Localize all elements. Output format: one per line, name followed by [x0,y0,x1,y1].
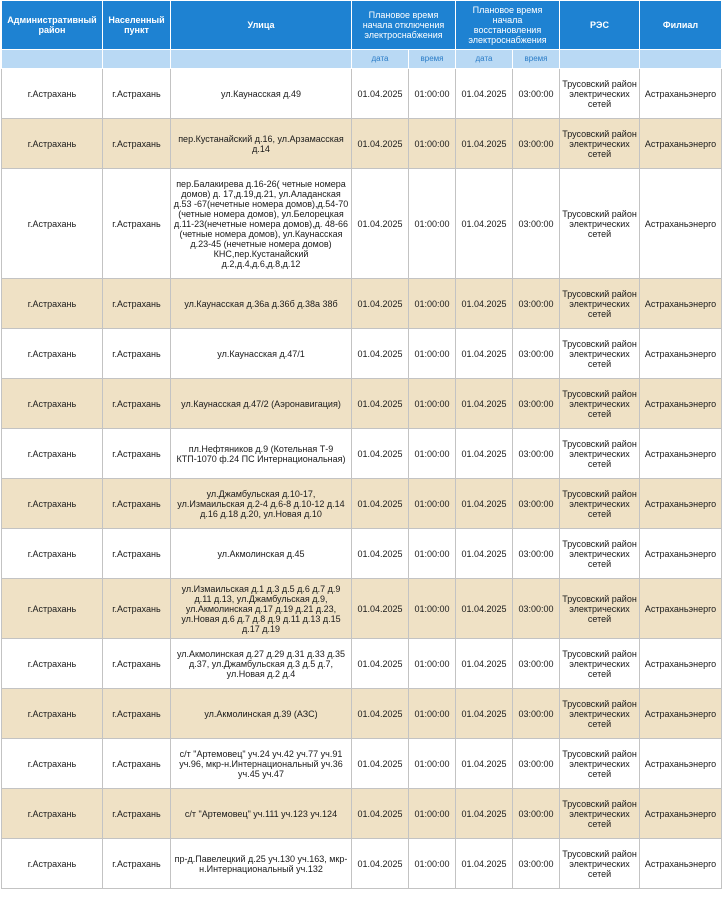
cell-off-date: 01.04.2025 [352,329,409,379]
cell-off-date: 01.04.2025 [352,689,409,739]
subheader-empty [560,50,640,69]
cell-locality: г.Астрахань [103,329,171,379]
header-off-time: Плановое время начала отключения электроснабжения [352,1,456,50]
cell-off-time: 01:00:00 [409,329,456,379]
cell-off-time: 01:00:00 [409,529,456,579]
cell-district: г.Астрахань [2,739,103,789]
subheader-empty [103,50,171,69]
cell-off-date: 01.04.2025 [352,639,409,689]
cell-off-time: 01:00:00 [409,169,456,279]
cell-district: г.Астрахань [2,789,103,839]
cell-off-time: 01:00:00 [409,739,456,789]
cell-on-date: 01.04.2025 [456,69,513,119]
cell-on-time: 03:00:00 [513,639,560,689]
cell-res: Трусовский район электрических сетей [560,169,640,279]
cell-on-date: 01.04.2025 [456,789,513,839]
cell-branch: Астраханьэнерго [640,169,722,279]
cell-branch: Астраханьэнерго [640,279,722,329]
cell-locality: г.Астрахань [103,69,171,119]
cell-res: Трусовский район электрических сетей [560,69,640,119]
cell-branch: Астраханьэнерго [640,639,722,689]
cell-res: Трусовский район электрических сетей [560,579,640,639]
cell-off-time: 01:00:00 [409,379,456,429]
cell-street: пл.Нефтяников д.9 (Котельная Т-9 КТП-1070 ф.24 ПС Интернациональная) [171,429,352,479]
cell-on-time: 03:00:00 [513,329,560,379]
cell-street: пр-д.Павелецкий д.25 уч.130 уч.163, мкр-н.Интернациональный уч.132 [171,839,352,889]
table-row [2,789,722,839]
cell-locality: г.Астрахань [103,639,171,689]
cell-locality: г.Астрахань [103,279,171,329]
table-row [2,579,722,639]
cell-street: ул.Акмолинская д.27 д.29 д.31 д.33 д.35 д.37, ул.Джамбульская д.3 д.5 д.7, ул.Новая д.2 д.4 [171,639,352,689]
table-row [2,839,722,889]
header-street: Улица [171,1,352,50]
cell-district: г.Астрахань [2,379,103,429]
cell-on-time: 03:00:00 [513,529,560,579]
cell-locality: г.Астрахань [103,739,171,789]
cell-res: Трусовский район электрических сетей [560,119,640,169]
table-row [2,169,722,279]
cell-on-time: 03:00:00 [513,739,560,789]
cell-on-time: 03:00:00 [513,689,560,739]
header-branch: Филиал [640,1,722,50]
table-row [2,119,722,169]
cell-off-date: 01.04.2025 [352,529,409,579]
cell-res: Трусовский район электрических сетей [560,429,640,479]
table-header [2,1,722,69]
cell-street: с/т "Артемовец" уч.111 уч.123 уч.124 [171,789,352,839]
cell-on-time: 03:00:00 [513,119,560,169]
cell-locality: г.Астрахань [103,479,171,529]
cell-res: Трусовский район электрических сетей [560,529,640,579]
cell-on-date: 01.04.2025 [456,579,513,639]
header-on-time: Плановое время начала восстановления электроснабжения [456,1,560,50]
cell-locality: г.Астрахань [103,839,171,889]
header-row [2,1,722,50]
cell-locality: г.Астрахань [103,119,171,169]
cell-district: г.Астрахань [2,479,103,529]
cell-on-date: 01.04.2025 [456,839,513,889]
table-body [2,69,722,889]
cell-branch: Астраханьэнерго [640,429,722,479]
cell-branch: Астраханьэнерго [640,379,722,429]
subheader-row [2,50,722,69]
cell-on-date: 01.04.2025 [456,429,513,479]
cell-on-time: 03:00:00 [513,169,560,279]
cell-district: г.Астрахань [2,279,103,329]
subheader-on-time: время [513,50,560,69]
cell-district: г.Астрахань [2,169,103,279]
cell-branch: Астраханьэнерго [640,119,722,169]
cell-on-time: 03:00:00 [513,279,560,329]
cell-on-date: 01.04.2025 [456,529,513,579]
cell-branch: Астраханьэнерго [640,329,722,379]
cell-res: Трусовский район электрических сетей [560,279,640,329]
cell-res: Трусовский район электрических сетей [560,839,640,889]
cell-on-date: 01.04.2025 [456,689,513,739]
cell-off-time: 01:00:00 [409,689,456,739]
cell-on-date: 01.04.2025 [456,739,513,789]
cell-on-time: 03:00:00 [513,789,560,839]
subheader-off-time: время [409,50,456,69]
cell-res: Трусовский район электрических сетей [560,639,640,689]
cell-locality: г.Астрахань [103,789,171,839]
cell-street: ул.Джамбульская д.10-17, ул.Измаильская д.2-4 д.6-8 д.10-12 д.14 д.16 д.18 д.20, ул.Новая д.10 [171,479,352,529]
table-row [2,739,722,789]
table-row [2,279,722,329]
cell-off-date: 01.04.2025 [352,169,409,279]
cell-district: г.Астрахань [2,839,103,889]
cell-off-time: 01:00:00 [409,839,456,889]
cell-on-time: 03:00:00 [513,479,560,529]
cell-district: г.Астрахань [2,579,103,639]
subheader-on-date: дата [456,50,513,69]
cell-res: Трусовский район электрических сетей [560,479,640,529]
header-district: Административный район [2,1,103,50]
cell-branch: Астраханьэнерго [640,739,722,789]
cell-on-date: 01.04.2025 [456,279,513,329]
cell-on-date: 01.04.2025 [456,329,513,379]
cell-on-date: 01.04.2025 [456,169,513,279]
cell-res: Трусовский район электрических сетей [560,739,640,789]
table-row [2,429,722,479]
cell-district: г.Астрахань [2,429,103,479]
cell-res: Трусовский район электрических сетей [560,689,640,739]
cell-off-time: 01:00:00 [409,639,456,689]
cell-off-time: 01:00:00 [409,119,456,169]
table-row [2,379,722,429]
cell-on-time: 03:00:00 [513,429,560,479]
cell-locality: г.Астрахань [103,429,171,479]
cell-locality: г.Астрахань [103,579,171,639]
cell-off-time: 01:00:00 [409,69,456,119]
cell-on-date: 01.04.2025 [456,639,513,689]
cell-off-time: 01:00:00 [409,279,456,329]
cell-branch: Астраханьэнерго [640,69,722,119]
cell-district: г.Астрахань [2,529,103,579]
subheader-empty [2,50,103,69]
cell-on-time: 03:00:00 [513,579,560,639]
cell-on-time: 03:00:00 [513,839,560,889]
outage-schedule-table [1,0,722,889]
subheader-empty [640,50,722,69]
cell-branch: Астраханьэнерго [640,839,722,889]
cell-off-time: 01:00:00 [409,789,456,839]
cell-district: г.Астрахань [2,689,103,739]
table-row [2,479,722,529]
cell-district: г.Астрахань [2,69,103,119]
cell-street: ул.Акмолинская д.45 [171,529,352,579]
cell-locality: г.Астрахань [103,689,171,739]
cell-district: г.Астрахань [2,639,103,689]
cell-res: Трусовский район электрических сетей [560,789,640,839]
cell-on-date: 01.04.2025 [456,379,513,429]
table-row [2,529,722,579]
cell-locality: г.Астрахань [103,379,171,429]
cell-on-date: 01.04.2025 [456,119,513,169]
cell-off-time: 01:00:00 [409,579,456,639]
cell-street: ул.Каунасская д.47/2 (Аэронавигация) [171,379,352,429]
cell-off-time: 01:00:00 [409,429,456,479]
cell-off-date: 01.04.2025 [352,839,409,889]
header-locality: Населенный пункт [103,1,171,50]
cell-on-time: 03:00:00 [513,69,560,119]
cell-street: пер.Кустанайский д.16, ул.Арзамасская д.14 [171,119,352,169]
cell-res: Трусовский район электрических сетей [560,379,640,429]
header-res: РЭС [560,1,640,50]
cell-branch: Астраханьэнерго [640,479,722,529]
cell-locality: г.Астрахань [103,529,171,579]
cell-on-date: 01.04.2025 [456,479,513,529]
cell-street: ул.Каунасская д.49 [171,69,352,119]
cell-off-date: 01.04.2025 [352,479,409,529]
cell-branch: Астраханьэнерго [640,529,722,579]
cell-off-date: 01.04.2025 [352,279,409,329]
cell-branch: Астраханьэнерго [640,689,722,739]
cell-street: ул.Измаильская д.1 д.3 д.5 д.6 д.7 д.9 д.11 д.13, ул.Джамбульская д.9, ул.Акмолинская д.17 д.19 д.21 д.23, ул.Новая д.6 д.7 д.8 д.9 д.11 д.13 д.15 д.17 д.19 [171,579,352,639]
table-row [2,69,722,119]
cell-off-date: 01.04.2025 [352,429,409,479]
cell-street: пер.Балакирева д.16-26( четные номера домов) д. 17,д.19,д.21, ул.Аладанская д.53 -67(нечетные номера домов),д.54-70 (четные номера домов), ул.Белорецкая д.11-23(нечетные номера домов),д. 48-66 (четные номера домов), ул.Каунасская д.23-45 (нечетные номера домов) КНС,пер.Кустанайский д.2,д.4,д.6,д.8,д.12 [171,169,352,279]
cell-off-time: 01:00:00 [409,479,456,529]
table-row [2,689,722,739]
subheader-off-date: дата [352,50,409,69]
cell-branch: Астраханьэнерго [640,579,722,639]
cell-street: ул.Каунасская д.36а д.36б д.38а 38б [171,279,352,329]
cell-off-date: 01.04.2025 [352,739,409,789]
cell-street: ул.Акмолинская д.39 (АЗС) [171,689,352,739]
cell-off-date: 01.04.2025 [352,579,409,639]
cell-off-date: 01.04.2025 [352,119,409,169]
cell-off-date: 01.04.2025 [352,69,409,119]
cell-branch: Астраханьэнерго [640,789,722,839]
cell-district: г.Астрахань [2,119,103,169]
cell-on-time: 03:00:00 [513,379,560,429]
cell-district: г.Астрахань [2,329,103,379]
table-row [2,639,722,689]
cell-off-date: 01.04.2025 [352,789,409,839]
cell-street: с/т "Артемовец" уч.24 уч.42 уч.77 уч.91 уч.96, мкр-н.Интернациональный уч.36 уч.45 уч.47 [171,739,352,789]
cell-street: ул.Каунасская д.47/1 [171,329,352,379]
cell-locality: г.Астрахань [103,169,171,279]
cell-res: Трусовский район электрических сетей [560,329,640,379]
subheader-empty [171,50,352,69]
cell-off-date: 01.04.2025 [352,379,409,429]
table-row [2,329,722,379]
